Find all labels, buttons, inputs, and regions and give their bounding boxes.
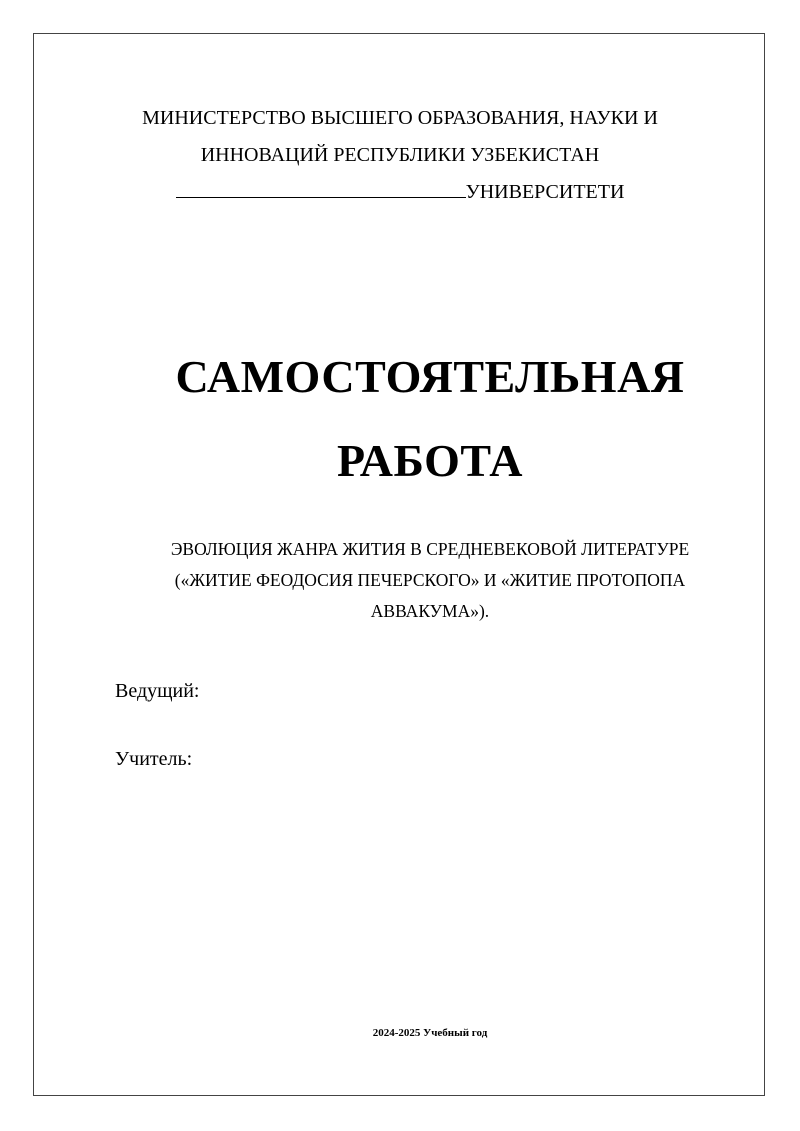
document-title: [60, 335, 800, 503]
title-line-2: РАБОТА: [337, 435, 523, 486]
title-line-1: САМОСТОЯТЕЛЬНАЯ: [175, 351, 685, 402]
teacher-label: Учитель:: [115, 748, 193, 770]
ministry-header: [5, 100, 795, 211]
ministry-line-2: ИННОВАЦИЙ РЕСПУБЛИКИ УЗБЕКИСТАН: [200, 144, 600, 166]
university-name-blank: [176, 179, 466, 198]
topic-line-1: ЭВОЛЮЦИЯ ЖАНРА ЖИТИЯ В СРЕДНЕВЕКОВОЙ ЛИТЕРАТУРЕ: [170, 539, 690, 559]
leader-label: Ведущий:: [115, 680, 200, 702]
topic-line-2: («ЖИТИЕ ФЕОДОСИЯ ПЕЧЕРСКОГО» И «ЖИТИЕ ПРОТОПОПА: [174, 570, 686, 590]
topic-block: [110, 534, 750, 627]
topic-line-3: АВВАКУМА»).: [370, 601, 490, 621]
ministry-line-1: МИНИСТЕРСТВО ВЫСШЕГО ОБРАЗОВАНИЯ, НАУКИ И: [142, 107, 658, 129]
university-line: [5, 174, 795, 211]
university-suffix: УНИВЕРСИТЕТИ: [465, 181, 625, 203]
academic-year: 2024-2025 Учебный год: [372, 1027, 488, 1039]
